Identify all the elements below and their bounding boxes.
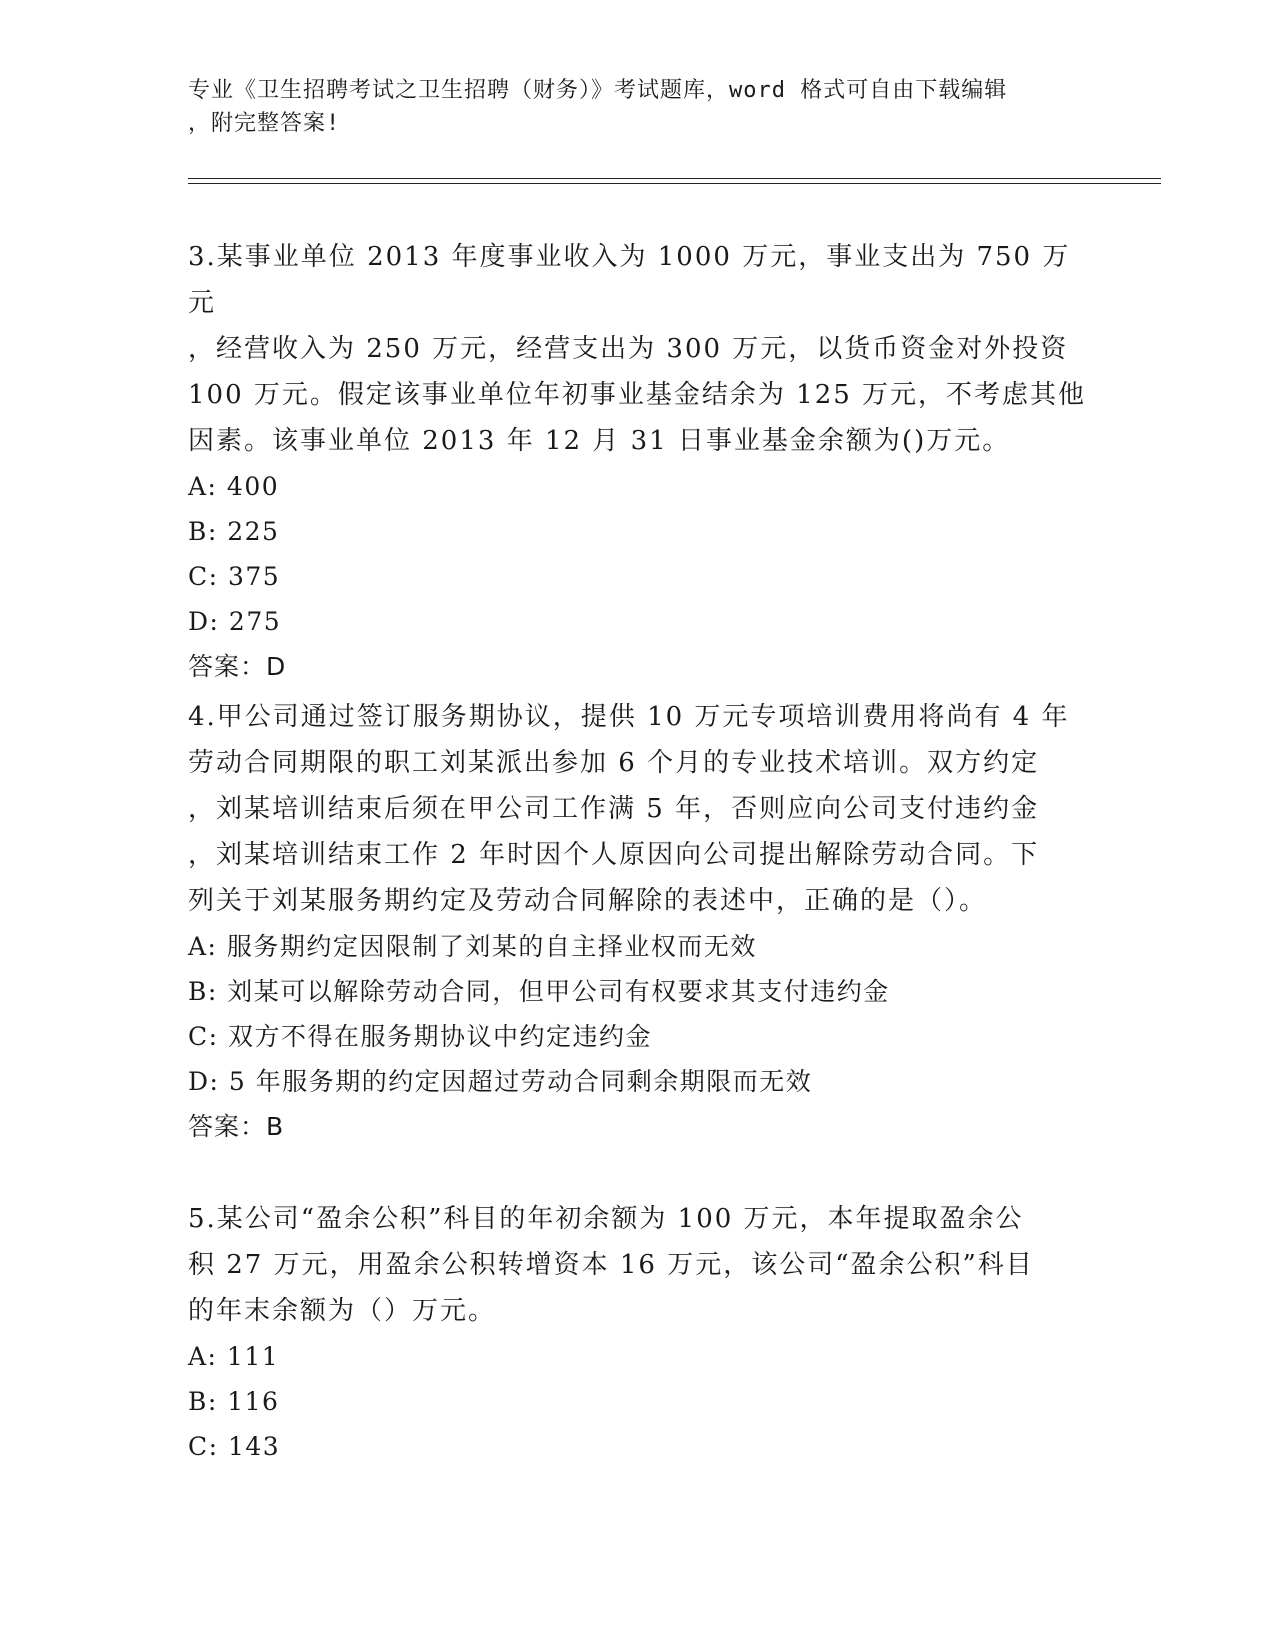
question-3 <box>188 234 1088 690</box>
question-stem-line: 的年末余额为（）万元。 <box>188 1296 497 1326</box>
option-d: D: 275 <box>188 607 282 636</box>
option-b: B: 刘某可以解除劳动合同，但甲公司有权要求其支付违约金 <box>188 977 890 1006</box>
option-d: D: 5 年服务期的约定因超过劳动合同剩余期限而无效 <box>188 1067 813 1096</box>
question-5 <box>188 1196 1088 1469</box>
header-line-1: 专业《卫生招聘考试之卫生招聘（财务）》考试题库，word 格式可自由下载编辑 <box>188 78 1008 103</box>
question-stem-line: 4.甲公司通过签订服务期协议，提供 10 万元专项培训费用将尚有 4 年 <box>188 702 1070 732</box>
question-stem-line: ，刘某培训结束后须在甲公司工作满 5 年，否则应向公司支付违约金 <box>188 794 1040 824</box>
option-c: C: 375 <box>188 562 281 591</box>
option-b: B: 116 <box>188 1387 280 1416</box>
option-a: A: 400 <box>188 472 280 501</box>
question-stem-line: ，刘某培训结束工作 2 年时因个人原因向公司提出解除劳动合同。下 <box>188 840 1040 870</box>
question-stem-line: ，经营收入为 250 万元，经营支出为 300 万元，以货币资金对外投资 <box>188 334 1069 364</box>
option-b: B: 225 <box>188 517 280 546</box>
answer-label: 答案：D <box>188 652 287 681</box>
question-stem-line: 5.某公司“盈余公积”科目的年初余额为 100 万元，本年提取盈余公 <box>188 1204 1024 1234</box>
header-line-2: ，附完整答案! <box>188 111 341 136</box>
header-divider-bottom <box>188 183 1161 184</box>
question-stem-line: 列关于刘某服务期约定及劳动合同解除的表述中，正确的是（）。 <box>188 886 988 916</box>
option-c: C: 143 <box>188 1432 281 1461</box>
question-stem-line: 3.某事业单位 2013 年度事业收入为 1000 万元，事业支出为 750 万元 <box>188 242 1071 318</box>
document-header <box>188 74 1078 140</box>
question-stem-line: 劳动合同期限的职工刘某派出参加 6 个月的专业技术培训。双方约定 <box>188 748 1040 778</box>
question-stem-line: 积 27 万元，用盈余公积转增资本 16 万元，该公司“盈余公积”科目 <box>188 1250 1034 1280</box>
option-c: C: 双方不得在服务期协议中约定违约金 <box>188 1022 652 1051</box>
question-4 <box>188 694 1088 1150</box>
question-stem-line: 100 万元。假定该事业单位年初事业基金结余为 125 万元，不考虑其他 <box>188 380 1087 410</box>
option-a: A: 111 <box>188 1342 280 1371</box>
option-a: A: 服务期约定因限制了刘某的自主择业权而无效 <box>188 932 757 961</box>
header-divider-top <box>188 178 1161 179</box>
question-stem-line: 因素。该事业单位 2013 年 12 月 31 日事业基金余额为()万元。 <box>188 426 1011 456</box>
answer-label: 答案：B <box>188 1112 285 1141</box>
